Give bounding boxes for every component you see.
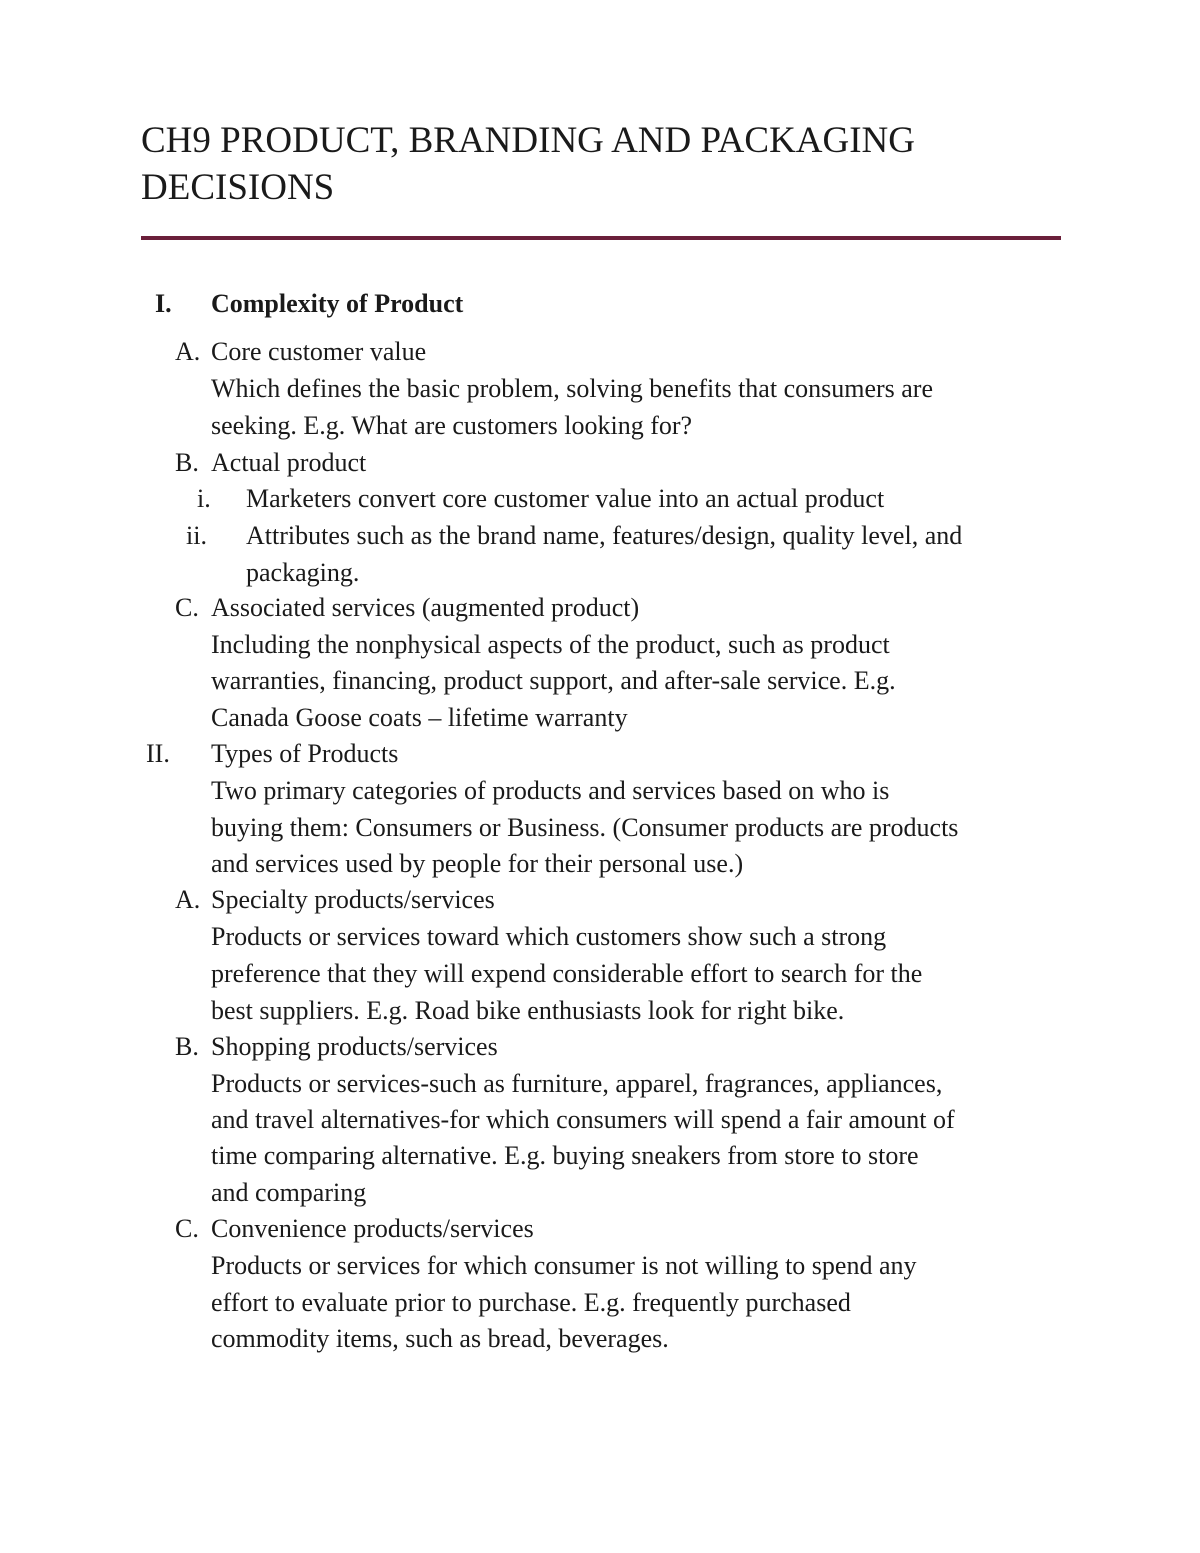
section-2-c-desc-line: commodity items, such as bread, beverages. <box>211 1324 669 1353</box>
section-2-a-desc-line: best suppliers. E.g. Road bike enthusiasts look for right bike. <box>211 996 845 1025</box>
section-2-desc-line: and services used by people for their personal use.) <box>211 849 744 878</box>
section-1-c-desc-line: Including the nonphysical aspects of the product, such as product <box>211 630 890 659</box>
section-2-b-desc-line: and comparing <box>211 1178 367 1207</box>
section-1-marker: I. <box>155 289 172 318</box>
section-1-b-item-1-text: Marketers convert core customer value into an actual product <box>246 484 885 513</box>
section-1-b-item-2-text: packaging. <box>246 558 360 587</box>
section-1-b-label: Actual product <box>211 448 367 477</box>
section-2-c-desc-line: Products or services for which consumer is not willing to spend any <box>211 1251 917 1280</box>
section-2-a-desc-line: Products or services toward which customers show such a strong <box>211 922 887 951</box>
section-2-desc-line: buying them: Consumers or Business. (Consumer products are products <box>211 813 959 842</box>
section-2-b-label: Shopping products/services <box>211 1032 498 1061</box>
section-2-b-marker: B. <box>175 1032 199 1061</box>
section-2-b-desc-line: Products or services-such as furniture, apparel, fragrances, appliances, <box>211 1069 943 1098</box>
section-2-c-marker: C. <box>175 1214 199 1243</box>
section-1-b-item-2-text: Attributes such as the brand name, features/design, quality level, and <box>246 521 963 550</box>
section-2-marker: II. <box>146 739 170 768</box>
section-1-a-desc-line: seeking. E.g. What are customers looking for? <box>211 411 693 440</box>
title-divider <box>141 236 1061 240</box>
section-1-a-desc-line: Which defines the basic problem, solving benefits that consumers are <box>211 374 934 403</box>
section-2-a-label: Specialty products/services <box>211 885 495 914</box>
section-1-b-item-2-marker: ii. <box>186 521 207 550</box>
section-1-a-label: Core customer value <box>211 337 427 366</box>
section-1-b-item-1-marker: i. <box>197 484 211 513</box>
section-1-heading: Complexity of Product <box>211 289 464 318</box>
section-2-heading: Types of Products <box>211 739 399 768</box>
section-2-c-label: Convenience products/services <box>211 1214 534 1243</box>
section-2-desc-line: Two primary categories of products and services based on who is <box>211 776 890 805</box>
section-2-b-desc-line: and travel alternatives-for which consumers will spend a fair amount of <box>211 1105 955 1134</box>
section-2-a-desc-line: preference that they will expend considerable effort to search for the <box>211 959 923 988</box>
section-1-b-marker: B. <box>175 448 199 477</box>
section-1-c-desc-line: warranties, financing, product support, and after-sale service. E.g. <box>211 666 896 695</box>
section-2-c-desc-line: effort to evaluate prior to purchase. E.g. frequently purchased <box>211 1288 851 1317</box>
section-1-c-label: Associated services (augmented product) <box>211 593 640 622</box>
section-1-c-marker: C. <box>175 593 199 622</box>
section-1-a-marker: A. <box>175 337 201 366</box>
page-title: CH9 PRODUCT, BRANDING AND PACKAGING DECISIONS <box>141 120 916 208</box>
section-2-a-marker: A. <box>175 885 201 914</box>
section-2-b-desc-line: time comparing alternative. E.g. buying sneakers from store to store <box>211 1141 919 1170</box>
section-1-c-desc-line: Canada Goose coats – lifetime warranty <box>211 703 628 732</box>
